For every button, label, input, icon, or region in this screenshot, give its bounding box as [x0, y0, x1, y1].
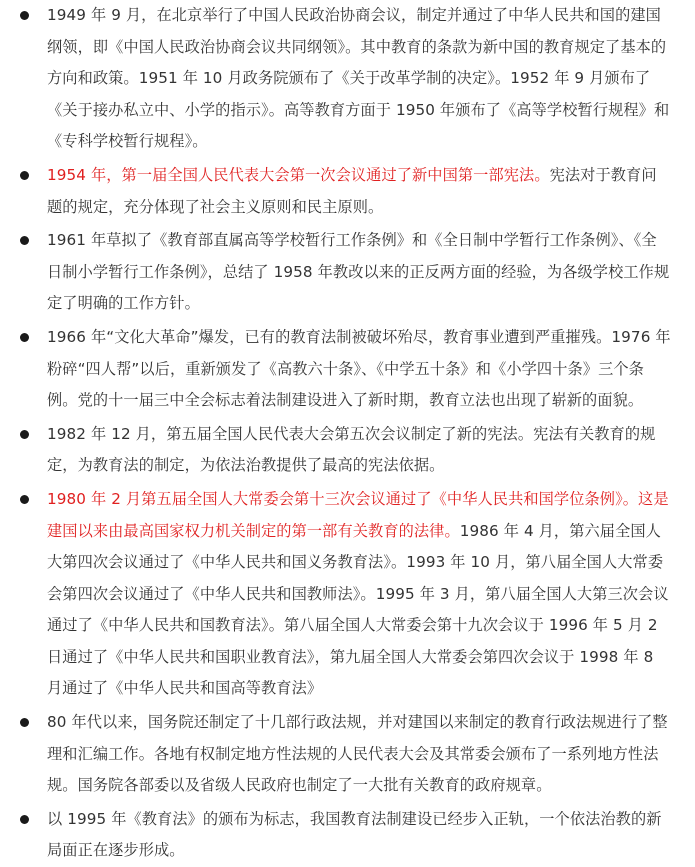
list-item: [0, 225, 695, 320]
list-item: [0, 484, 695, 705]
list-item: [0, 322, 695, 417]
list-item: [0, 0, 695, 158]
item-text: 1966 年“文化大革命”爆发，已有的教育法制被破坏殆尽，教育事业遭到严重摧残。1976 年粉碎“四人帮”以后，重新颁发了《高教六十条》、《中学五十条》和《小学四十条》三个条例。党的十一届三中全会标志着法制建设进入了新时期，教育立法也出现了崭新的面貌。: [47, 327, 671, 410]
list-item: [0, 707, 695, 802]
list-item: [0, 419, 695, 482]
item-text: 宪法对于教育问题的规定，充分体现了社会主义原则和民主原则。: [47, 165, 657, 216]
item-text: 以 1995 年《教育法》的颁布为标志，我国教育法制建设已经步入正轨，一个依法治教的新局面正在逐步形成。: [47, 809, 662, 860]
list-item: [0, 160, 695, 223]
item-text: 1986 年 4 月，第六届全国人大第四次会议通过了《中华人民共和国义务教育法》。1993 年 10 月，第八届全国人大常委会第四次会议通过了《中华人民共和国教师法》。1995 年 3 月，第八届全国人大第三次会议通过了《中华人民共和国教育法》。第八届全国人大常委会第十九次会议于 1996 年 5 月 2 日通过了《中华人民共和国职业教育法》，第九届全国人大常委会第四次会议于 1998 年 8 月通过了《中华人民共和国高等教育法》: [47, 521, 669, 698]
highlight-text: 1954 年，第一届全国人民代表大会第一次会议通过了新中国第一部宪法。: [47, 165, 550, 184]
list-item: [0, 804, 695, 867]
item-text: 1949 年 9 月，在北京举行了中国人民政治协商会议，制定并通过了中华人民共和国的建国纲领，即《中国人民政治协商会议共同纲领》。其中教育的条款为新中国的教育规定了基本的方向和政策。1951 年 10 月政务院颁布了《关于改革学制的决定》。1952 年 9 月颁布了《关于接办私立中、小学的指示》。高等教育方面于 1950 年颁布了《高等学校暂行规程》和《专科学校暂行规程》。: [47, 6, 670, 151]
item-text: 1961 年草拟了《教育部直属高等学校暂行工作条例》和《全日制中学暂行工作条例》、《全日制小学暂行工作条例》，总结了 1958 年教改以来的正反两方面的经验，为各级学校工作规定了明确的工作方针。: [47, 231, 670, 313]
item-text: 80 年代以来，国务院还制定了十几部行政法规，并对建国以来制定的教育行政法规进行了整理和汇编工作。各地有权制定地方性法规的人民代表大会及其常委会颁布了一系列地方性法规。国务院各部委以及省级人民政府也制定了一大批有关教育的政府规章。: [47, 713, 668, 795]
item-text: 1982 年 12 月，第五届全国人民代表大会第五次会议制定了新的宪法。宪法有关教育的规定，为教育法的制定，为依法治教提供了最高的宪法依据。: [47, 424, 656, 475]
highlight-text: 1980 年 2 月第五届全国人大常委会第十三次会议通过了《中华人民共和国学位条例》。这是建国以来由最高国家权力机关制定的第一部有关教育的法律。: [47, 489, 669, 540]
